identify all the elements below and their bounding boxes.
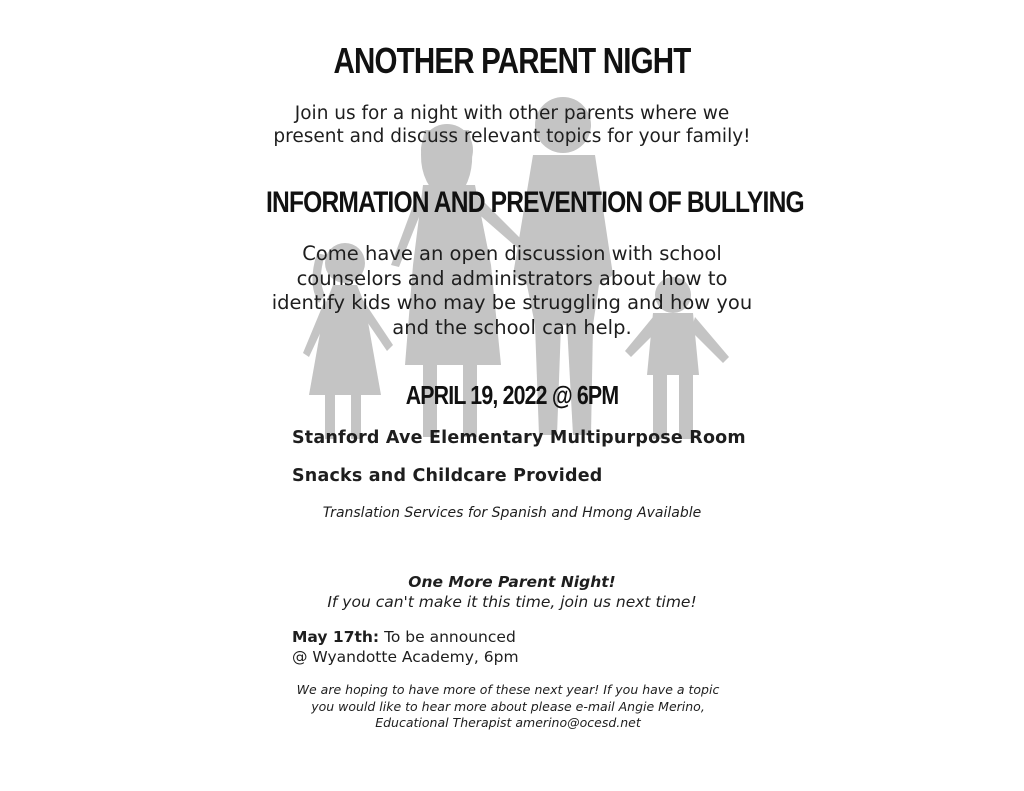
event-date: APRIL 19, 2022 @ 6PM [405,380,619,410]
footer-contact-note: We are hoping to have more of these next year! If you have a topic you would like to hear more about please e-mail Angie Merino, Educational Therapist amerino@ocesd.net [296,682,720,730]
flyer-title: ANOTHER PARENT NIGHT [333,40,691,81]
translation-note: Translation Services for Spanish and Hmong Available [322,505,702,521]
next-event-topic: To be announced [384,628,516,646]
event-amenities: Snacks and Childcare Provided [292,466,603,486]
event-location: Stanford Ave Elementary Multipurpose Room [292,428,746,448]
next-event-venue: @ Wyandotte Academy, 6pm [292,648,519,666]
next-event-date-line [292,628,516,646]
topic-heading: INFORMATION AND PREVENTION OF BULLYING [266,186,804,219]
topic-description: Come have an open discussion with school counselors and administrators about how to identify kids who may be struggling and how you and the school can help. [271,242,753,339]
next-event-heading: One More Parent Night! [408,573,616,591]
next-event-date: May 17th: [292,628,380,646]
intro-text: Join us for a night with other parents where we present and discuss relevant topics for your family! [273,103,751,147]
next-event-subheading: If you can't make it this time, join us next time! [327,593,697,611]
